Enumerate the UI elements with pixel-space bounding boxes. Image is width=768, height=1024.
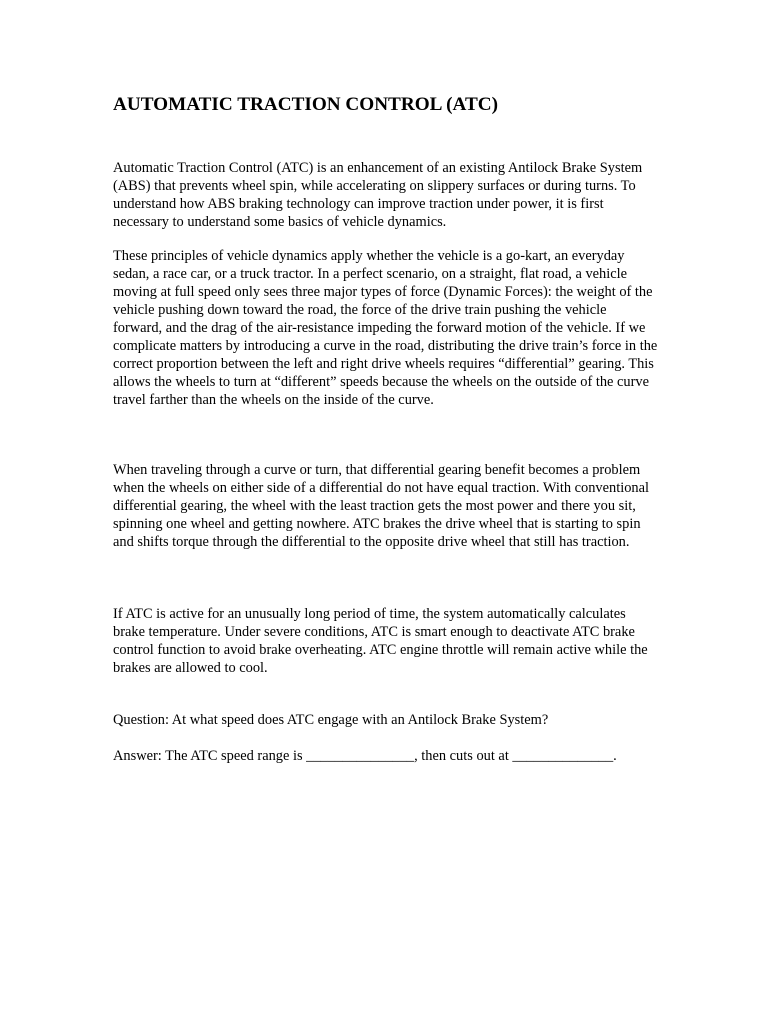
question-text: Question: At what speed does ATC engage with an Antilock Brake System?: [113, 712, 549, 728]
paragraph-vehicle-dynamics: These principles of vehicle dynamics apply whether the vehicle is a go-kart, an everyday sedan, a race car, or a truck tractor. In a perfect scenario, on a straight, flat road, a vehicle moving at full speed only sees three major types of force (Dynamic Forces): the weight of the vehicle pushing down toward the road, the force of the drive train pushing the vehicle forward, and the drag of the air-resistance impeding the forward motion of the vehicle. If we complicate matters by introducing a curve in the road, distributing the drive train’s force in the correct proportion between the left and right drive wheels requires “differential” gearing. This allows the wheels to turn at “different” speeds because the wheels on the outside of the curve travel farther than the wheels on the inside of the curve.: [113, 248, 658, 408]
answer-text: Answer: The ATC speed range is _______________, then cuts out at ______________.: [113, 748, 617, 764]
paragraph-intro: Automatic Traction Control (ATC) is an enhancement of an existing Antilock Brake System (ABS) that prevents wheel spin, while accelerating on slippery surfaces or during turns. To understand how ABS braking technology can improve traction under power, it is first necessary to understand some basics of vehicle dynamics.: [113, 160, 643, 230]
paragraph-differential-problem: When traveling through a curve or turn, that differential gearing benefit becomes a problem when the wheels on either side of a differential do not have equal traction. With conventional differential gearing, the wheel with the least traction gets the most power and there you sit, spinning one wheel and getting nowhere. ATC brakes the drive wheel that is starting to spin and shifts torque through the differential to the opposite drive wheel that still has traction.: [113, 462, 649, 550]
paragraph-brake-temperature: If ATC is active for an unusually long period of time, the system automatically calculates brake temperature. Under severe conditions, ATC is smart enough to deactivate ATC brake control function to avoid brake overheating. ATC engine throttle will remain active while the brakes are allowed to cool.: [113, 606, 648, 676]
document-title: AUTOMATIC TRACTION CONTROL (ATC): [113, 94, 499, 115]
